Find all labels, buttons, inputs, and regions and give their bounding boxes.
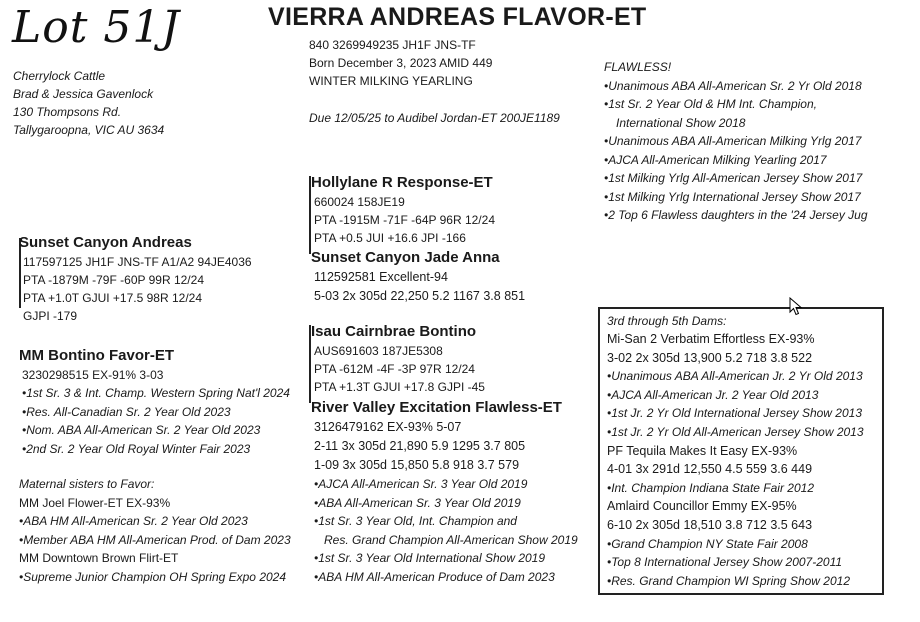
sister-name: MM Downtown Brown Flirt-ET xyxy=(19,551,179,565)
sire-dam-block xyxy=(311,248,525,306)
sire-name: Sunset Canyon Andreas xyxy=(19,234,192,251)
list-item: •Nom. ABA All-American Sr. 2 Year Old 2023 xyxy=(22,423,261,437)
sire-sire-line: PTA -1915M -71F -64P 96R 12/24 xyxy=(314,213,495,227)
list-item: •1st Sr. 3 & Int. Champ. Western Spring Nat'l 2024 xyxy=(22,386,290,400)
maternal-sisters xyxy=(19,475,291,586)
list-item: •Member ABA HM All-American Prod. of Dam 2023 xyxy=(19,532,291,547)
sire-block xyxy=(19,233,252,325)
dam-entry-name: Mi-San 2 Verbatim Effortless EX-93% xyxy=(607,332,815,346)
list-item: •Int. Champion Indiana State Fair 2012 xyxy=(607,480,814,495)
list-item: •AJCA All-American Sr. 3 Year Old 2019 xyxy=(314,477,528,491)
dam-entry-record: 6-10 2x 305d 18,510 3.8 712 3.5 643 xyxy=(607,517,813,532)
dam-sire-line: AUS691603 187JE5308 xyxy=(314,344,443,358)
list-item: •1st Sr. 2 Year Old & HM Int. Champion, xyxy=(604,97,817,111)
owner-block xyxy=(13,67,164,139)
list-item: •Res. All-Canadian Sr. 2 Year Old 2023 xyxy=(22,404,231,419)
list-item: •1st Jr. 2 Yr Old International Jersey Show 2013 xyxy=(607,406,862,421)
list-item: •Unanimous ABA All-American Sr. 2 Yr Old 2018 xyxy=(604,78,862,93)
list-item: •Res. Grand Champion WI Spring Show 2012 xyxy=(607,573,850,588)
dam-dam-line: 3126479162 EX-93% 5-07 xyxy=(314,420,462,434)
list-item: International Show 2018 xyxy=(616,115,746,130)
list-item: •ABA All-American Sr. 3 Year Old 2019 xyxy=(314,495,521,510)
list-item: •2 Top 6 Flawless daughters in the '24 Jersey Jug xyxy=(604,208,868,222)
animal-line: WINTER MILKING YEARLING xyxy=(309,74,473,88)
owner-line: Tallygaroopna, VIC AU 3634 xyxy=(13,123,165,137)
dams-box-content xyxy=(607,312,864,590)
dam-sire-line: PTA +1.3T GJUI +17.8 GJPI -45 xyxy=(314,380,485,394)
dam-entry-record: 4-01 3x 291d 12,550 4.5 559 3.6 449 xyxy=(607,462,813,477)
list-item: •AJCA All-American Jr. 2 Year Old 2013 xyxy=(607,387,819,402)
dam-entry-name: PF Tequila Makes It Easy EX-93% xyxy=(607,443,798,458)
maternal-heading: Maternal sisters to Favor: xyxy=(19,477,155,491)
list-item: •ABA HM All-American Produce of Dam 2023 xyxy=(314,569,555,584)
mouse-cursor-icon xyxy=(789,297,803,317)
list-item: •2nd Sr. 2 Year Old Royal Winter Fair 2023 xyxy=(22,441,251,456)
flawless-block xyxy=(604,58,868,225)
page-title: VIERRA ANDREAS FLAVOR-ET xyxy=(268,3,647,31)
list-item: •Supreme Junior Champion OH Spring Expo 2024 xyxy=(19,569,287,584)
list-item: •Top 8 International Jersey Show 2007-2011 xyxy=(607,555,843,570)
sire-dam-line: 5-03 2x 305d 22,250 5.2 1167 3.8 851 xyxy=(314,289,526,303)
sister-name: MM Joel Flower-ET EX-93% xyxy=(19,495,171,510)
sire-line: 117597125 JH1F JNS-TF A1/A2 94JE4036 xyxy=(23,255,252,269)
animal-line: Born December 3, 2023 AMID 449 xyxy=(309,56,493,70)
list-item: •Unanimous ABA All-American Milking Yrlg 2017 xyxy=(604,134,862,148)
dam-entry-record: 3-02 2x 305d 13,900 5.2 718 3.8 522 xyxy=(607,350,813,365)
list-item: •1st Milking Yrlg All-American Jersey Show 2017 xyxy=(604,171,863,185)
sire-line: PTA +1.0T GJUI +17.5 98R 12/24 xyxy=(23,291,202,305)
dam-sire-name: Isau Cairnbrae Bontino xyxy=(311,323,477,340)
sire-line: PTA -1879M -79F -60P 99R 12/24 xyxy=(23,273,204,287)
sire-dam-line: 112592581 Excellent-94 xyxy=(314,270,448,284)
dam-dam-line: 2-11 3x 305d 21,890 5.9 1295 3.7 805 xyxy=(314,439,526,453)
sire-sire-line: 660024 158JE19 xyxy=(314,195,405,209)
list-item: •Grand Champion NY State Fair 2008 xyxy=(607,536,808,551)
dam-dam-line: 1-09 3x 305d 15,850 5.8 918 3.7 579 xyxy=(314,458,520,472)
owner-line: 130 Thompsons Rd. xyxy=(13,105,122,119)
owner-line: Cherrylock Cattle xyxy=(13,69,106,83)
list-item: •1st Sr. 3 Year Old, Int. Champion and xyxy=(314,514,517,528)
dam-line: 3230298515 EX-91% 3-03 xyxy=(22,368,164,382)
dam-name: MM Bontino Favor-ET xyxy=(19,347,174,364)
owner-line: Brad & Jessica Gavenlock xyxy=(13,87,154,101)
flawless-heading: FLAWLESS! xyxy=(604,60,672,74)
sire-sire-block xyxy=(311,173,495,247)
lot-number: Lot 51J xyxy=(12,2,181,53)
list-item: •ABA HM All-American Sr. 2 Year Old 2023 xyxy=(19,514,248,528)
dam-sire-block xyxy=(311,322,485,396)
dam-block xyxy=(19,346,290,458)
sire-line: GJPI -179 xyxy=(23,309,78,323)
list-item: •Unanimous ABA All-American Jr. 2 Yr Old 2013 xyxy=(607,369,863,384)
list-item: •1st Jr. 2 Yr Old All-American Jersey Show 2013 xyxy=(607,424,864,439)
animal-line: 840 3269949235 JH1F JNS-TF xyxy=(309,38,476,52)
dam-sire-line: PTA -612M -4F -3P 97R 12/24 xyxy=(314,362,475,376)
dams-heading: 3rd through 5th Dams: xyxy=(607,314,727,328)
animal-info xyxy=(309,36,492,90)
sire-dam-name: Sunset Canyon Jade Anna xyxy=(311,249,500,266)
list-item: •AJCA All-American Milking Yearling 2017 xyxy=(604,152,827,167)
sire-sire-name: Hollylane R Response-ET xyxy=(311,174,493,191)
sire-sire-line: PTA +0.5 JUI +16.6 JPI -166 xyxy=(314,231,466,245)
list-item: Res. Grand Champion All-American Show 2019 xyxy=(324,532,578,547)
dam-dam-block xyxy=(311,398,578,586)
due-date: Due 12/05/25 to Audibel Jordan-ET 200JE1189 xyxy=(309,111,560,125)
list-item: •1st Milking Yrlg International Jersey Show 2017 xyxy=(604,189,861,204)
dam-dam-name: River Valley Excitation Flawless-ET xyxy=(311,399,562,416)
list-item: •1st Sr. 3 Year Old International Show 2019 xyxy=(314,551,546,565)
dam-entry-name: Amlaird Councillor Emmy EX-95% xyxy=(607,499,797,514)
